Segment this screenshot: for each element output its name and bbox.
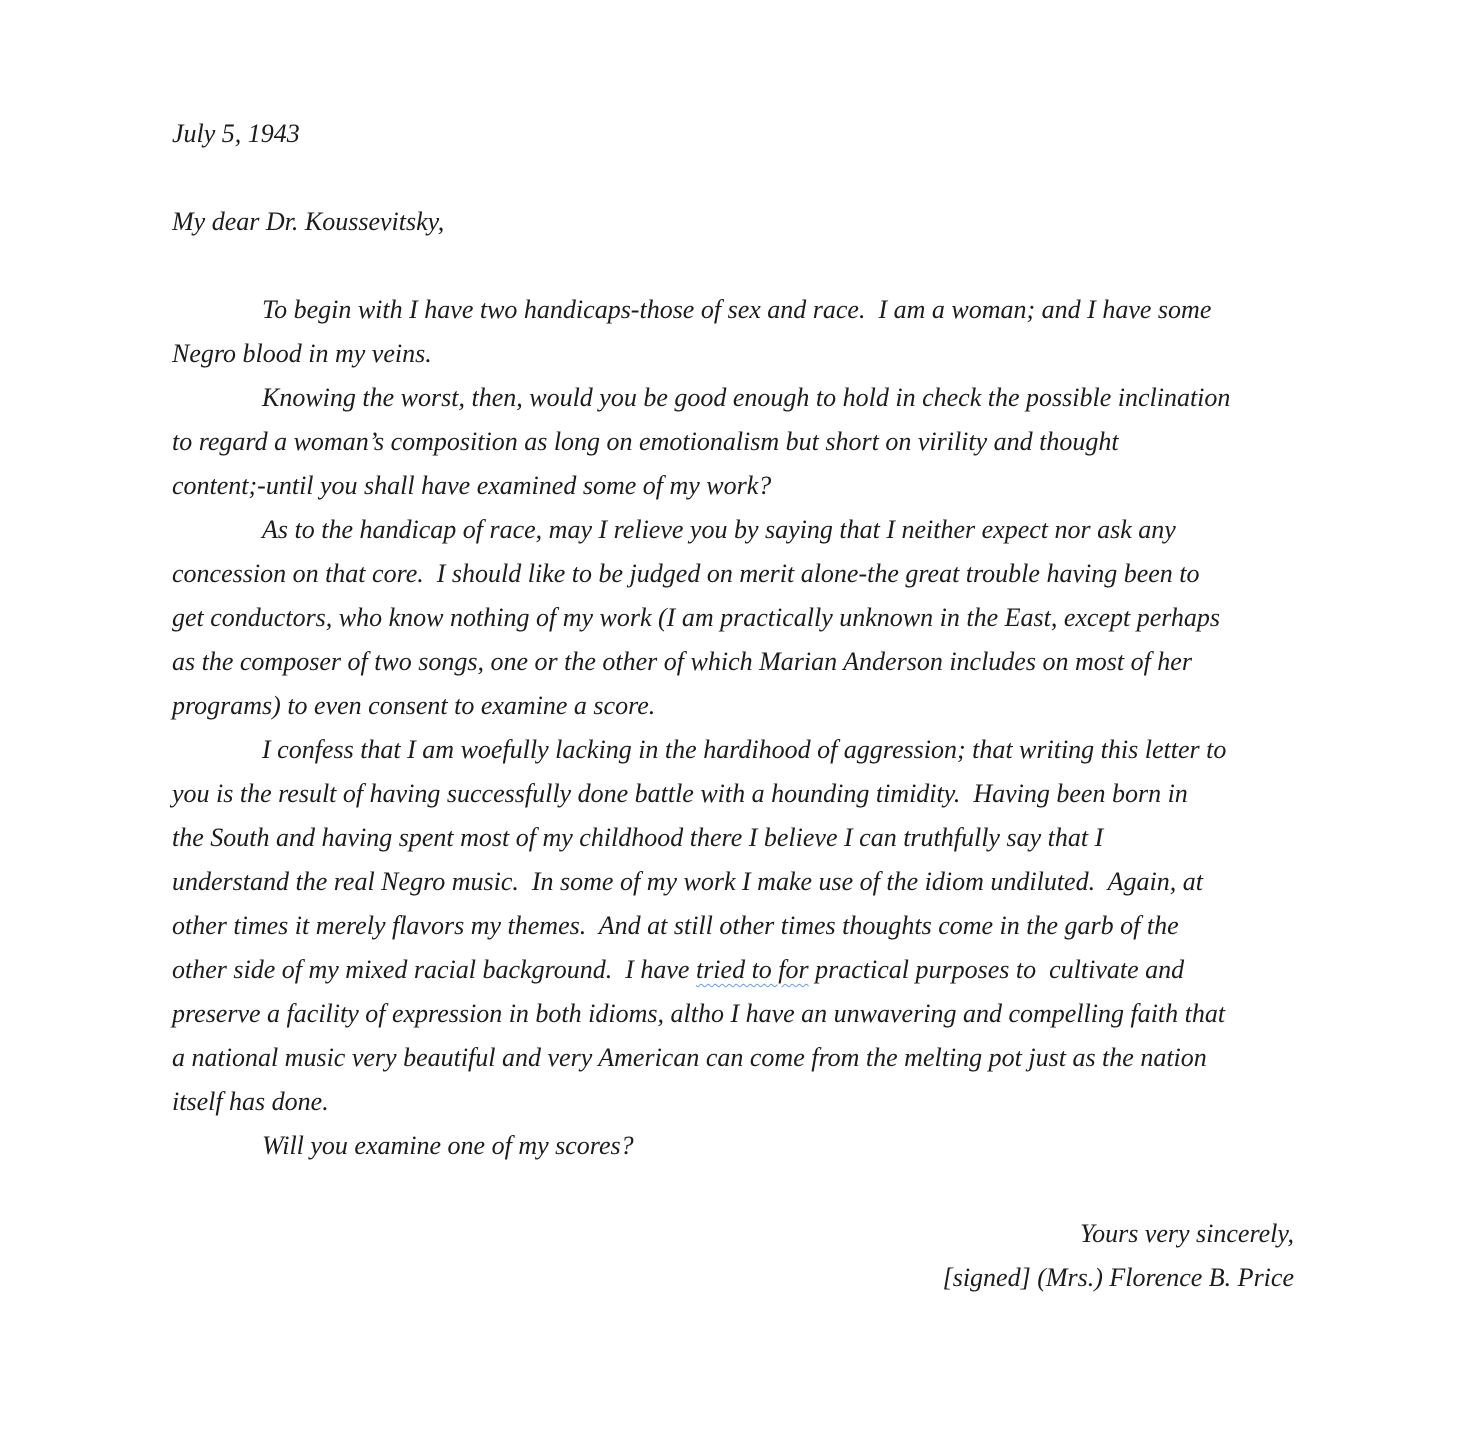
- text-line: [172, 948, 1294, 992]
- grammar-check-squiggle-underline[interactable]: tried to for: [695, 955, 809, 984]
- text-segment: other side of my mixed racial background. I have: [172, 955, 696, 984]
- body-paragraph: [172, 1124, 1294, 1168]
- text-line: as the composer of two songs, one or the other of which Marian Anderson includes on most of her: [172, 647, 1192, 676]
- text-line: the South and having spent most of my childhood there I believe I can truthfully say that I: [172, 823, 1104, 852]
- text-line: I confess that I am woefully lacking in the hardihood of aggression; that writing this letter to: [262, 735, 1227, 764]
- text-segment: practical purposes to cultivate and: [808, 955, 1185, 984]
- text-line: a national music very beautiful and very American can come from the melting pot just as the nation: [172, 1043, 1207, 1072]
- signature-block: [172, 1212, 1294, 1300]
- text-line: to regard a woman’s composition as long on emotionalism but short on virility and thought: [172, 427, 1119, 456]
- letter-body: [172, 288, 1294, 1168]
- text-line: Negro blood in my veins.: [172, 339, 432, 368]
- text-line: preserve a facility of expression in both idioms, altho I have an unwavering and compelling faith that: [172, 999, 1226, 1028]
- text-line: As to the handicap of race, may I relieve you by saying that I neither expect nor ask any: [262, 515, 1176, 544]
- text-line: Will you examine one of my scores?: [262, 1131, 634, 1160]
- body-paragraph: [172, 288, 1294, 376]
- blank-line: [172, 156, 1294, 200]
- text-line: you is the result of having successfully done battle with a hounding timidity. Having been born in: [172, 779, 1188, 808]
- text-line: other times it merely flavors my themes. And at still other times thoughts come in the garb of the: [172, 911, 1179, 940]
- letter-date: July 5, 1943: [172, 119, 300, 148]
- letter-salutation: My dear Dr. Koussevitsky,: [172, 207, 445, 236]
- text-line: programs) to even consent to examine a score.: [172, 691, 656, 720]
- text-line: To begin with I have two handicaps-those of sex and race. I am a woman; and I have some: [262, 295, 1212, 324]
- text-line: understand the real Negro music. In some of my work I make use of the idiom undiluted. Again, at: [172, 867, 1203, 896]
- body-paragraph: [172, 376, 1294, 508]
- text-line: get conductors, who know nothing of my work (I am practically unknown in the East, except perhaps: [172, 603, 1221, 632]
- text-line: itself has done.: [172, 1087, 329, 1116]
- text-line: content;-until you shall have examined some of my work?: [172, 471, 772, 500]
- letter-closing: Yours very sincerely,: [1080, 1219, 1294, 1248]
- body-paragraph: [172, 508, 1294, 728]
- text-line: Knowing the worst, then, would you be good enough to hold in check the possible inclination: [262, 383, 1231, 412]
- blank-line: [172, 244, 1294, 288]
- letter-signature: [signed] (Mrs.) Florence B. Price: [942, 1263, 1294, 1292]
- body-paragraph: [172, 728, 1294, 1124]
- text-line: concession on that core. I should like to be judged on merit alone-the great trouble having been to: [172, 559, 1200, 588]
